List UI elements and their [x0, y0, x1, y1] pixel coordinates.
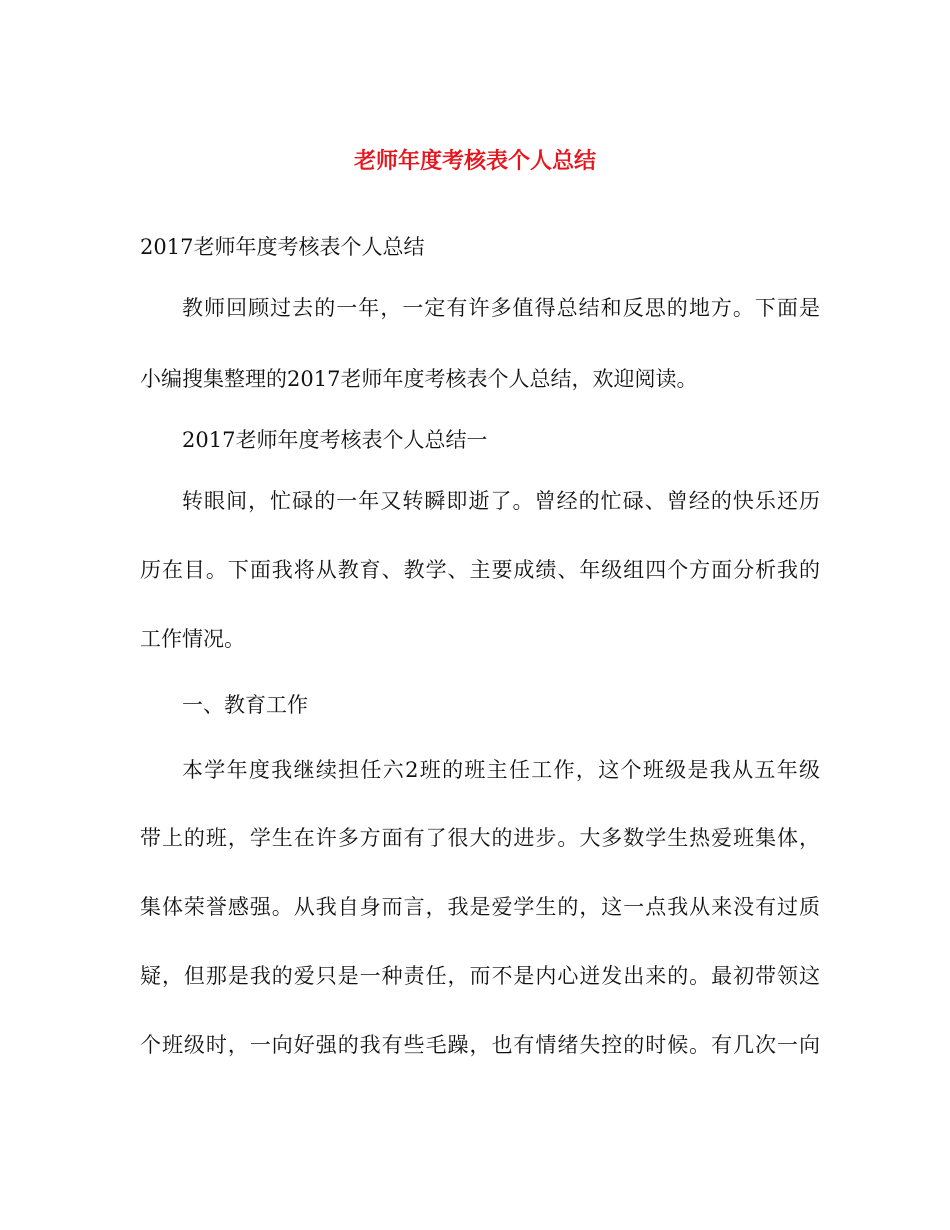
paragraph-line: 疑，但那是我的爱只是一种责任，而不是内心迸发出来的。最初带领这 — [140, 964, 820, 988]
section-heading: 一、教育工作 — [182, 693, 308, 717]
subtitle-line: 2017老师年度考核表个人总结 — [140, 235, 425, 259]
paragraph-line: 历在目。下面我将从教育、教学、主要成绩、年级组四个方面分析我的 — [140, 558, 820, 582]
paragraph-line: 集体荣誉感强。从我自身而言，我是爱学生的，这一点我从来没有过质 — [140, 895, 820, 919]
paragraph-line: 教师回顾过去的一年，一定有许多值得总结和反思的地方。下面是 — [182, 296, 820, 320]
document-title: 老师年度考核表个人总结 — [353, 149, 596, 174]
paragraph-line: 小编搜集整理的2017老师年度考核表个人总结，欢迎阅读。 — [140, 367, 698, 391]
paragraph-line: 个班级时，一向好强的我有些毛躁，也有情绪失控的时候。有几次一向 — [140, 1033, 820, 1057]
section-heading: 2017老师年度考核表个人总结一 — [182, 428, 488, 452]
paragraph-line: 本学年度我继续担任六2班的班主任工作，这个班级是我从五年级 — [182, 758, 820, 782]
paragraph-line: 带上的班，学生在许多方面有了很大的进步。大多数学生热爱班集体， — [140, 826, 820, 850]
paragraph-line: 转眼间，忙碌的一年又转瞬即逝了。曾经的忙碌、曾经的快乐还历 — [182, 489, 820, 513]
paragraph-line: 工作情况。 — [140, 627, 245, 651]
